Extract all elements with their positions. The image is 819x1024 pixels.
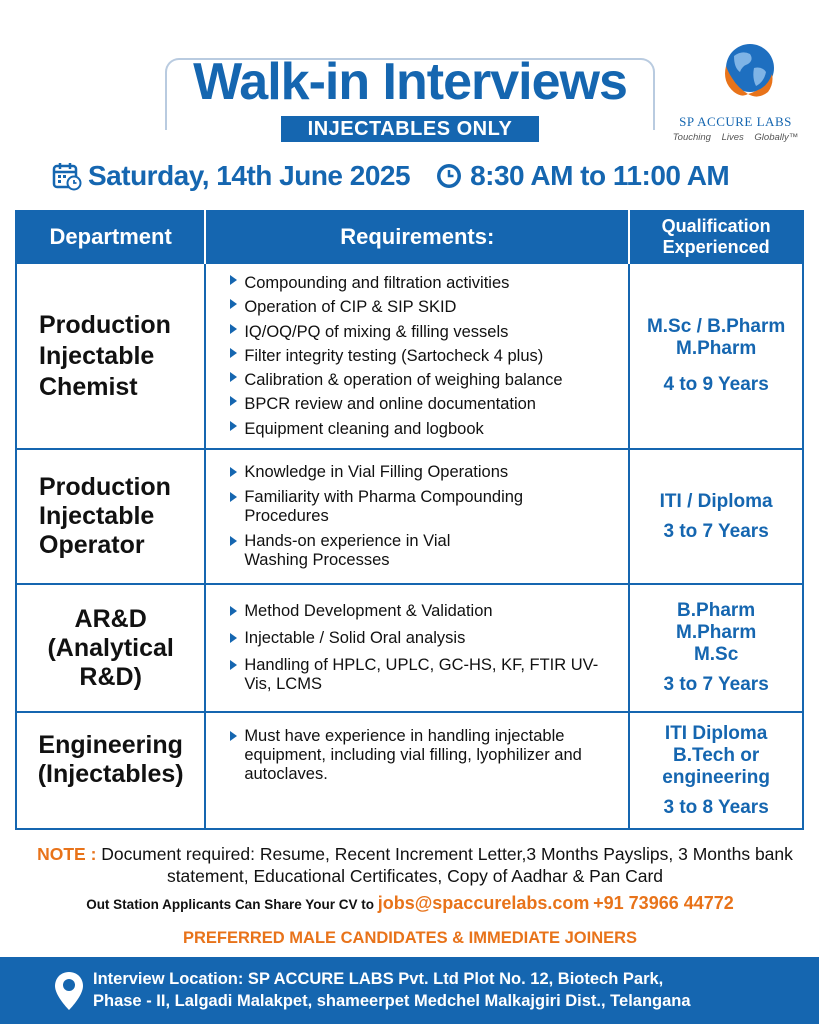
requirements-cell (205, 712, 629, 829)
table-header-row (16, 211, 803, 263)
experience-years: 3 to 7 Years (663, 520, 769, 542)
location-pin-icon (54, 971, 84, 1011)
qualification-line: M.Sc (693, 644, 739, 665)
department-line: Production (39, 473, 171, 501)
header-requirements: Requirements: (205, 211, 629, 263)
requirement-item: Injectable / Solid Oral analysis (230, 629, 618, 648)
header-qualification-line2: Experienced (662, 237, 770, 257)
interview-date: Saturday, 14th June 2025 (88, 160, 411, 191)
requirement-item: Must have experience in handling injectable equipment, including vial filling, lyophilizer and autoclaves. (230, 727, 615, 784)
qualification-cell (629, 584, 803, 712)
department-cell (16, 584, 205, 712)
requirements-cell (205, 584, 629, 712)
qualification-line: M.Pharm (676, 622, 757, 643)
clock-icon (434, 161, 464, 191)
requirement-item: Equipment cleaning and logbook (230, 417, 618, 441)
requirement-item: BPCR review and online documentation (230, 392, 618, 416)
qualification-cell (629, 712, 803, 829)
location-line: Interview Location: SP ACCURE LABS Pvt. Ltd Plot No. 12, Biotech Park, (93, 970, 664, 988)
requirements-table (15, 210, 804, 830)
note-text: Document required: Resume, Recent Increment Letter,3 Months Payslips, 3 Months bank statement, Educational Certificates, Copy of Aadhar & Pan Card (101, 844, 793, 886)
qualification-line: B.Pharm (677, 600, 756, 621)
contact-email-link[interactable]: jobs@spaccurelabs.com (377, 893, 590, 913)
logo-name: SP ACCURE LABS (679, 114, 792, 129)
qualification-line: B.Tech or (673, 744, 760, 766)
department-line: (Injectables) (37, 759, 184, 788)
calendar-icon (52, 161, 82, 191)
table-row (16, 584, 803, 712)
contact-line (60, 893, 760, 914)
subtitle-badge: INJECTABLES ONLY (281, 116, 539, 142)
requirement-item: IQ/OQ/PQ of mixing & filling vessels (230, 320, 618, 344)
department-line: (Analytical (47, 633, 174, 662)
requirement-item: Handling of HPLC, UPLC, GC-HS, KF, FTIR UV-Vis, LCMS (230, 656, 605, 694)
requirement-item: Operation of CIP & SIP SKID (230, 295, 618, 319)
department-line: Engineering (38, 730, 183, 759)
department-line: R&D) (79, 662, 142, 691)
qualification-line: M.Sc / B.Pharm (646, 316, 786, 337)
qualification-line: ITI Diploma (664, 722, 768, 744)
table-row (16, 449, 803, 584)
requirement-item: Hands-on experience in Vial Washing Processes (230, 532, 510, 570)
qualification-cell (629, 263, 803, 449)
department-line: Chemist (39, 372, 138, 401)
department-line: Operator (39, 531, 145, 559)
department-line: Injectable (39, 341, 155, 370)
department-cell (16, 712, 205, 829)
experience-years: 4 to 9 Years (663, 374, 769, 395)
documents-note (30, 843, 800, 887)
footer-location-bar (0, 957, 819, 1024)
header-department: Department (16, 211, 205, 263)
department-line: Production (39, 310, 171, 339)
contact-phone-link[interactable]: +91 73966 44772 (593, 893, 734, 913)
preferred-candidates: PREFERRED MALE CANDIDATES & IMMEDIATE JOINERS (182, 929, 638, 947)
header-qualification-line1: Qualification (661, 216, 771, 236)
requirement-item: Method Development & Validation (230, 602, 618, 621)
company-logo (668, 38, 803, 150)
location-line: Phase - II, Lalgadi Malakpet, shameerpet Medchel Malkajgiri Dist., Telangana (93, 992, 691, 1010)
logo-tagline: Touching Lives Globally™ (672, 132, 799, 143)
department-cell (16, 449, 205, 584)
qualification-line: ITI / Diploma (659, 490, 773, 512)
contact-text: Out Station Applicants Can Share Your CV to (86, 897, 374, 912)
interview-time: 8:30 AM to 11:00 AM (470, 160, 730, 191)
requirement-item: Familiarity with Pharma Compounding Procedures (230, 488, 590, 526)
department-line: AR&D (74, 604, 147, 633)
note-label: NOTE : (37, 844, 97, 864)
qualification-line: M.Pharm (676, 338, 757, 359)
interview-location (93, 968, 803, 1012)
requirement-item: Calibration & operation of weighing balance (230, 368, 618, 392)
requirement-item: Compounding and filtration activities (230, 271, 618, 295)
requirement-item: Filter integrity testing (Sartocheck 4 plus) (230, 344, 618, 368)
department-line: Injectable (39, 502, 155, 530)
table-row (16, 712, 803, 829)
table-row (16, 263, 803, 449)
header-qualification (629, 211, 803, 263)
department-cell (16, 263, 205, 449)
qualification-cell (629, 449, 803, 584)
qualification-line: engineering (662, 766, 770, 788)
requirement-item: Knowledge in Vial Filling Operations (230, 463, 618, 482)
schedule-line (52, 158, 752, 194)
page-title: Walk-in Interviews (193, 53, 627, 111)
globe-hands-icon (712, 38, 782, 108)
requirements-cell (205, 263, 629, 449)
requirements-cell (205, 449, 629, 584)
experience-years: 3 to 8 Years (663, 796, 769, 818)
experience-years: 3 to 7 Years (663, 674, 769, 695)
